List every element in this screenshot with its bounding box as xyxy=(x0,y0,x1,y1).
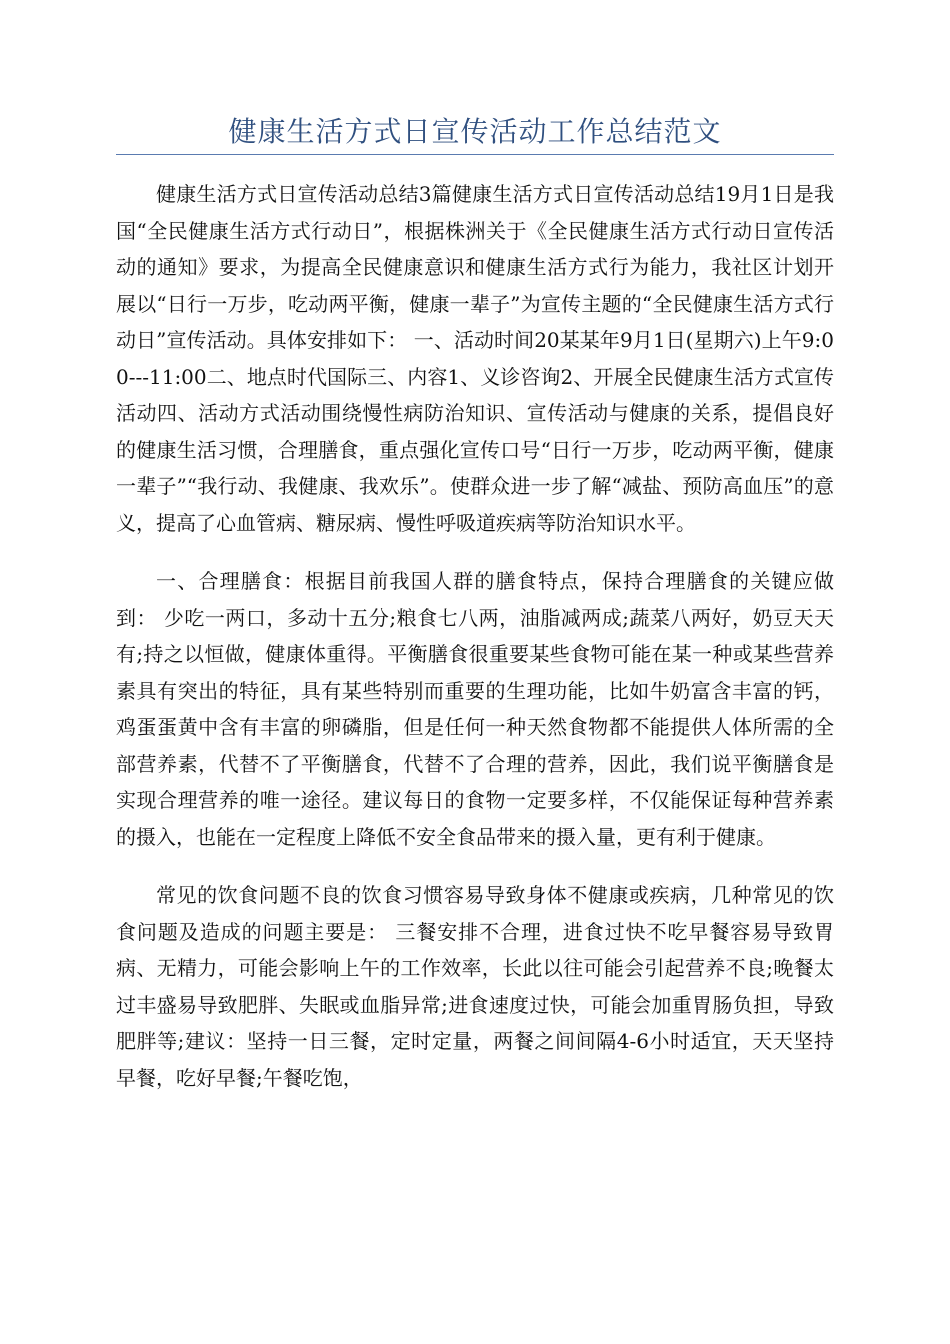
document-body xyxy=(116,176,834,1096)
paragraph-2: 一、合理膳食：根据目前我国人群的膳食特点，保持合理膳食的关键应做到： 少吃一两口，多动十五分;粮食七八两，油脂减两成;蔬菜八两好，奶豆天天有;持之以恒做，健康体重得。平衡膳食很重要某些食物可能在某一种或某些营养素具有突出的特征，具有某些特别而重要的生理功能，比如牛奶富含丰富的钙，鸡蛋蛋黄中含有丰富的卵磷脂，但是任何一种天然食物都不能提供人体所需的全部营养素，代替不了平衡膳食，代替不了合理的营养，因此，我们说平衡膳食是实现合理营养的唯一途径。建议每日的食物一定要多样，不仅能保证每种营养素的摄入，也能在一定程度上降低不安全食品带来的摄入量，更有利于健康。 xyxy=(116,569,834,849)
paragraph-1: 健康生活方式日宣传活动总结3篇健康生活方式日宣传活动总结19月1日是我国“全民健康生活方式行动日”，根据株洲关于《全民健康生活方式行动日宣传活动的通知》要求，为提高全民健康意识和健康生活方式行为能力，我社区计划开展以“日行一万步，吃动两平衡，健康一辈子”为宣传主题的“全民健康生活方式行动日”宣传活动。具体安排如下： 一、活动时间20某某年9月1日(星期六)上午9:00---11:00二、地点时代国际三、内容1、义诊咨询2、开展全民健康生活方式宣传活动四、活动方式活动围绕慢性病防治知识、宣传活动与健康的关系，提倡良好的健康生活习惯，合理膳食，重点强化宣传口号“日行一万步，吃动两平衡，健康一辈子”“我行动、我健康、我欢乐”。使群众进一步了解“减盐、预防高血压”的意义，提高了心血管病、糖尿病、慢性呼吸道疾病等防治知识水平。 xyxy=(116,182,834,535)
document-title: 健康生活方式日宣传活动工作总结范文 xyxy=(228,115,722,148)
title-underline xyxy=(116,154,834,155)
paragraph-3: 常见的饮食问题不良的饮食习惯容易导致身体不健康或疾病，几种常见的饮食问题及造成的问题主要是： 三餐安排不合理，进食过快不吃早餐容易导致胃病、无精力，可能会影响上午的工作效率，长此以往可能会引起营养不良;晚餐太过丰盛易导致肥胖、失眠或血脂异常;进食速度过快，可能会加重胃肠负担，导致肥胖等;建议：坚持一日三餐，定时定量，两餐之间间隔4-6小时适宜，天天坚持早餐，吃好早餐;午餐吃饱， xyxy=(116,883,834,1090)
